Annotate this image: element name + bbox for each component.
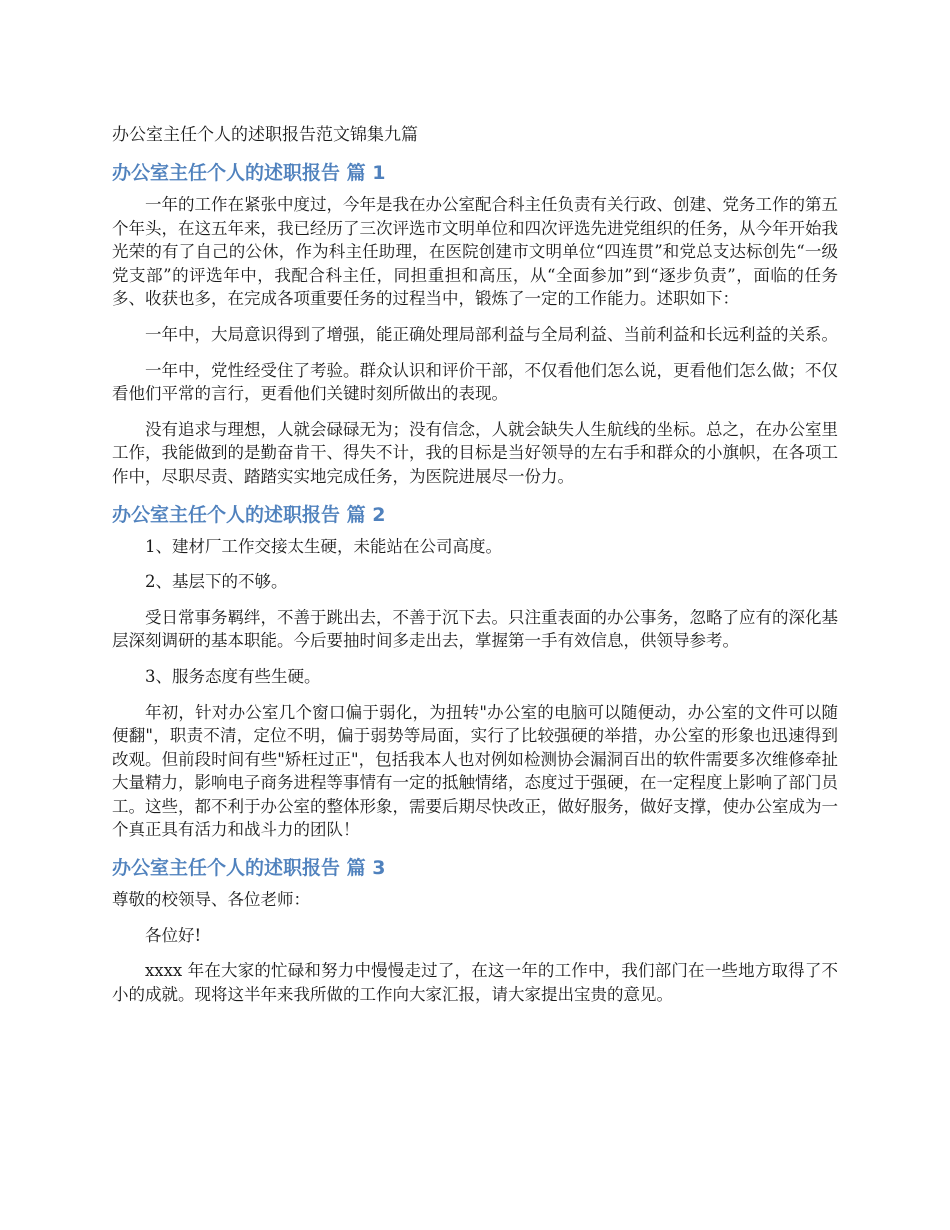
paragraph: 没有追求与理想，人就会碌碌无为；没有信念，人就会缺失人生航线的坐标。总之，在办公室里工作，我能做到的是勤奋肯干、得失不计，我的目标是当好领导的左右手和群众的小旗帜，在各项工作中，尽职尽责、踏踏实实地完成任务，为医院进展尽一份力。	[112, 419, 838, 486]
paragraph: 1、建材厂工作交接太生硬，未能站在公司高度。	[145, 536, 502, 556]
paragraph: 年初，针对办公室几个窗口偏于弱化，为扭转"办公室的电脑可以随便动，办公室的文件可以随便翻"，职责不清，定位不明，偏于弱势等局面，实行了比较强硬的举措，办公室的形象也迅速得到改观。但前段时间有些"矫枉过正"，包括我本人也对例如检测协会漏洞百出的软件需要多次维修牵扯大量精力，影响电子商务进程等事情有一定的抵触情绪，态度过于强硬，在一定程度上影响了部门员工。这些，都不利于办公室的整体形象，需要后期尽快改正，做好服务，做好支撑，使办公室成为一个真正具有活力和战斗力的团队！	[112, 702, 838, 840]
section-1	[112, 159, 838, 489]
document-title: 办公室主任个人的述职报告范文锦集九篇	[112, 125, 418, 145]
section-2	[112, 501, 838, 843]
paragraph: 一年中，大局意识得到了增强，能正确处理局部利益与全局利益、当前利益和长远利益的关系。	[145, 324, 838, 344]
greeting: 尊敬的校领导、各位老师：	[112, 890, 310, 910]
section-heading: 办公室主任个人的述职报告 篇 2	[112, 503, 386, 526]
section-heading: 办公室主任个人的述职报告 篇 1	[112, 162, 386, 184]
paragraph: 2、基层下的不够。	[145, 572, 288, 592]
paragraph: 3、服务态度有些生硬。	[145, 666, 321, 686]
paragraph: 一年中，党性经受住了考验。群众认识和评价干部，不仅看他们怎么说，更看他们怎么做；不仅看他们平常的言行，更看他们关键时刻所做出的表现。	[112, 360, 838, 404]
section-heading: 办公室主任个人的述职报告 篇 3	[112, 857, 386, 880]
paragraph: 受日常事务羁绊，不善于跳出去，不善于沉下去。只注重表面的办公事务，忽略了应有的深化基层深刻调研的基本职能。今后要抽时间多走出去，掌握第一手有效信息，供领导参考。	[112, 607, 838, 651]
paragraph: 各位好!	[145, 925, 202, 945]
paragraph: 一年的工作在紧张中度过，今年是我在办公室配合科主任负责有关行政、创建、党务工作的第五个年头，在这五年来，我已经历了三次评选市文明单位和四次评选先进党组织的任务，从今年开始我光荣的有了自己的公休，作为科主任助理，在医院创建市文明单位“四连贯”和党总支达标创先“一级党支部”的评选年中，我配合科主任，同担重担和高压，从“全面参加”到“逐步负责”，面临的任务多、收获也多，在完成各项重要任务的过程当中，锻炼了一定的工作能力。述职如下：	[112, 195, 838, 309]
section-3	[112, 854, 838, 1006]
paragraph: xxxx 年在大家的忙碌和努力中慢慢走过了，在这一年的工作中，我们部门在一些地方取得了不小的成就。现将这半年来我所做的工作向大家汇报，请大家提出宝贵的意见。	[112, 961, 838, 1004]
